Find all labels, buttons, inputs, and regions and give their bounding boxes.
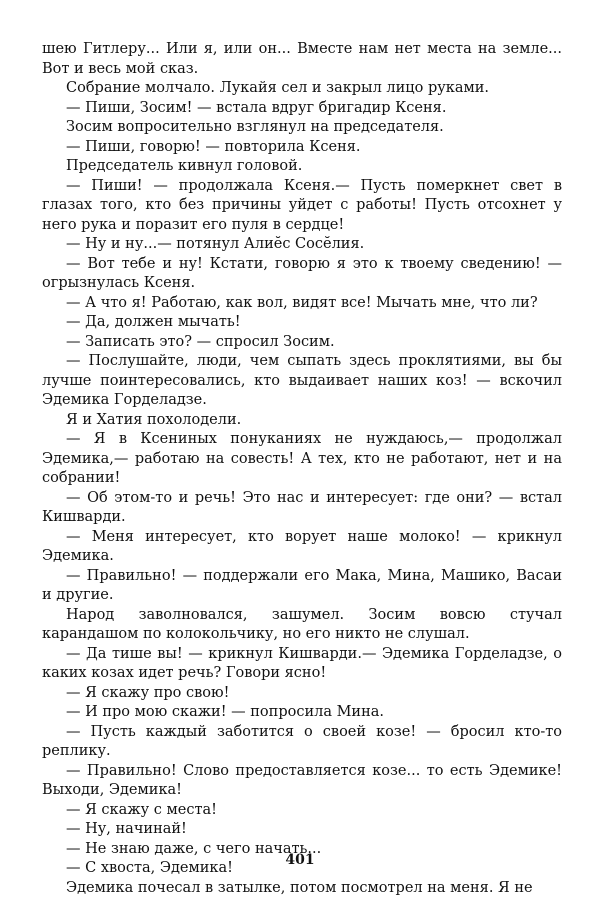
paragraph: — Записать это? — спросил Зосим. [66, 333, 335, 350]
paragraph: — Не знаю даже, с чего начать... [66, 840, 322, 857]
paragraph: Председатель кивнул головой. [66, 158, 303, 174]
page-number: 401 [285, 852, 315, 868]
paragraph: — Меня интересует, кто ворует наше молоко! — крикнул Эдемика. [42, 528, 562, 564]
page-body [42, 40, 562, 898]
paragraph: — Об этом-то и речь! Это нас и интересует: где они? — встал Кишварди. [42, 489, 562, 525]
paragraph: — Я в Ксениных понуканиях не нуждаюсь,— продолжал Эдемика,— работаю на совесть! А тех, кто не работают, нет и на собрании! [42, 431, 562, 486]
paragraph: Зосим вопросительно взглянул на председателя. [66, 119, 444, 135]
paragraph: — Пусть каждый заботится о своей козе! — бросил кто-то реплику. [42, 723, 562, 759]
paragraph: — Да тише вы! — крикнул Кишварди.— Эдемика Горделадзе, о каких козах идет речь? Говори ясно! [42, 645, 562, 681]
paragraph: — Ну и ну...— потянул Алиӗс Сосӗлия. [66, 236, 365, 252]
paragraph: Я и Хатия похолодели. [66, 411, 242, 428]
paragraph: Народ заволновался, зашумел. Зосим вовсю стучал карандашом по колокольчику, но его никто не слушал. [42, 606, 562, 642]
paragraph: — Да, должен мычать! [66, 314, 241, 330]
paragraph: — Я скажу с места! [66, 801, 217, 818]
paragraph: Эдемика почесал в затылке, потом посмотрел на меня. Я не [66, 879, 533, 896]
paragraph: — А что я! Работаю, как вол, видят все! Мычать мне, что ли? [66, 294, 538, 311]
paragraph: Собрание молчало. Лукайя сел и закрыл лицо руками. [66, 80, 490, 96]
paragraph: — Пиши, Зосим! — встала вдруг бригадир Ксеня. [66, 99, 447, 116]
paragraph: — С хвоста, Эдемика! [66, 860, 233, 876]
paragraph: — Пиши! — продолжала Ксеня.— Пусть померкнет свет в глазах того, кто без причины уйдет с работы! Пусть отсохнет у него рука и поразит его пуля в сердце! [42, 177, 562, 233]
paragraph: — Правильно! — поддержали его Мака, Мина, Машико, Васаи и другие. [42, 567, 562, 603]
paragraph: — Ну, начинай! [66, 821, 187, 837]
paragraph: — Я скажу про свою! [66, 684, 230, 701]
paragraph: — И про мою скажи! — попросила Мина. [66, 704, 385, 720]
paragraph: шею Гитлеру... Или я, или он... Вместе нам нет места на земле... Вот и весь мой сказ. [42, 41, 562, 77]
paragraph: — Правильно! Слово предоставляется козе... то есть Эдемике! Выходи, Эдемика! [42, 762, 562, 798]
paragraph: — Послушайте, люди, чем сыпать здесь проклятиями, вы бы лучше поинтересовались, кто выдаивает наших коз! — вскочил Эдемика Горделадзе. [42, 353, 562, 408]
paragraph: — Вот тебе и ну! Кстати, говорю я это к твоему сведению! — огрызнулась Ксеня. [42, 255, 562, 291]
paragraph: — Пиши, говорю! — повторила Ксеня. [66, 138, 361, 155]
